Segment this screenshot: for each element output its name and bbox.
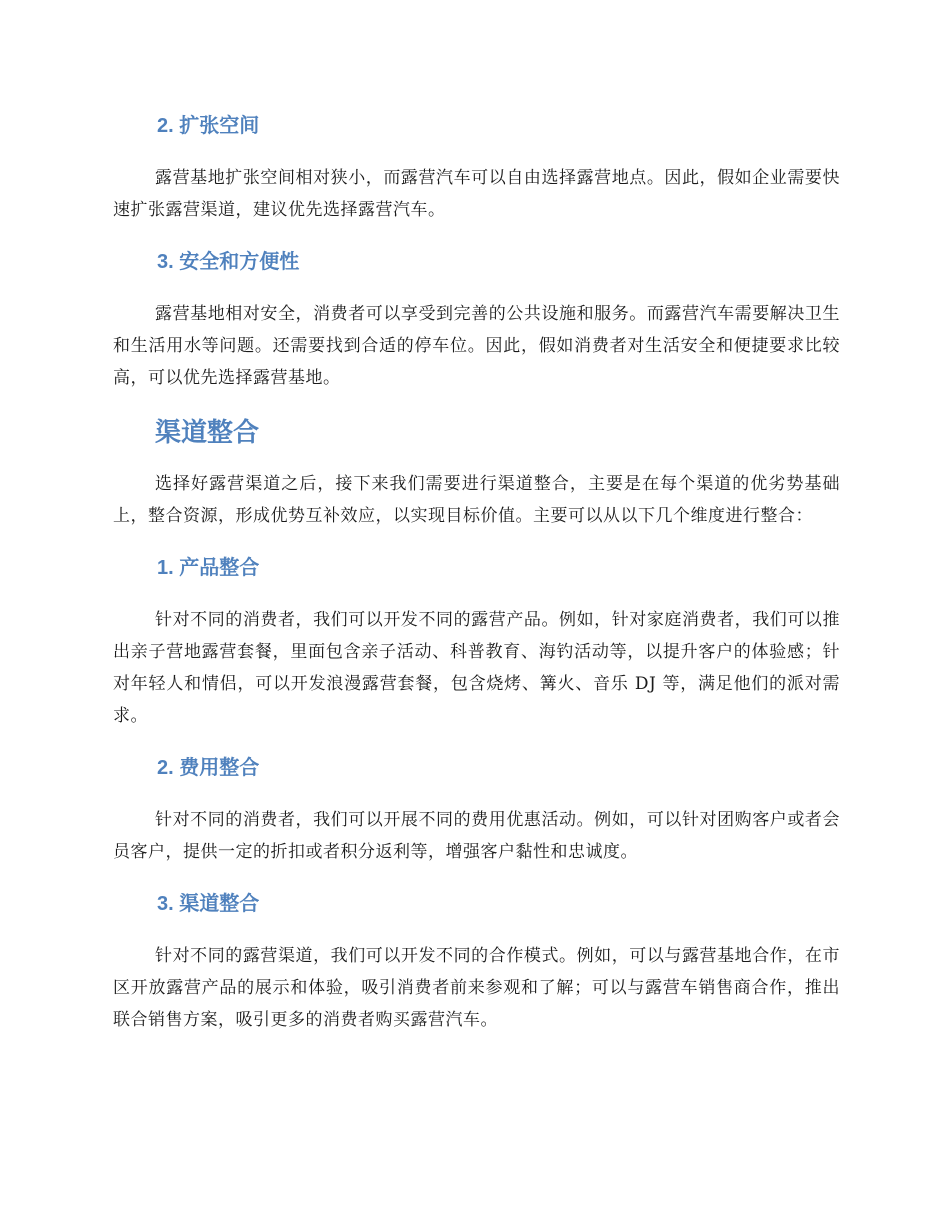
subsection-paragraph-product-integration: 针对不同的消费者，我们可以开发不同的露营产品。例如，针对家庭消费者，我们可以推出亲子营地露营套餐，里面包含亲子活动、科普教育、海钓活动等，以提升客户的体验感；针对年轻人和情侣，可以开发浪漫露营套餐，包含烧烤、篝火、音乐 DJ 等，满足他们的派对需求。 [113, 610, 840, 726]
document-body [113, 110, 840, 1056]
section-paragraph-expansion-space: 露营基地扩张空间相对狭小，而露营汽车可以自由选择露营地点。因此，假如企业需要快速扩张露营渠道，建议优先选择露营汽车。 [113, 168, 840, 220]
section-heading-safety-convenience: 3. 安全和方便性 [157, 251, 300, 273]
section-paragraph-safety-convenience: 露营基地相对安全，消费者可以享受到完善的公共设施和服务。而露营汽车需要解决卫生和生活用水等问题。还需要找到合适的停车位。因此，假如消费者对生活安全和便捷要求比较高，可以优先选择露营基地。 [113, 304, 840, 388]
main-paragraph-channel-integration: 选择好露营渠道之后，接下来我们需要进行渠道整合，主要是在每个渠道的优劣势基础上，整合资源，形成优势互补效应，以实现目标价值。主要可以从以下几个维度进行整合： [113, 474, 840, 526]
subsection-paragraph-channel-integration: 针对不同的露营渠道，我们可以开发不同的合作模式。例如，可以与露营基地合作，在市区开放露营产品的展示和体验，吸引消费者前来参观和了解；可以与露营车销售商合作，推出联合销售方案，吸引更多的消费者购买露营汽车。 [113, 946, 840, 1030]
section-heading-expansion-space: 2. 扩张空间 [157, 115, 260, 137]
main-heading-channel-integration: 渠道整合 [155, 417, 260, 447]
subsection-heading-channel-integration: 3. 渠道整合 [157, 893, 260, 915]
subsection-paragraph-cost-integration: 针对不同的消费者，我们可以开展不同的费用优惠活动。例如，可以针对团购客户或者会员客户，提供一定的折扣或者积分返利等，增强客户黏性和忠诚度。 [113, 810, 840, 862]
subsection-heading-cost-integration: 2. 费用整合 [157, 757, 260, 779]
subsection-heading-product-integration: 1. 产品整合 [157, 557, 260, 579]
